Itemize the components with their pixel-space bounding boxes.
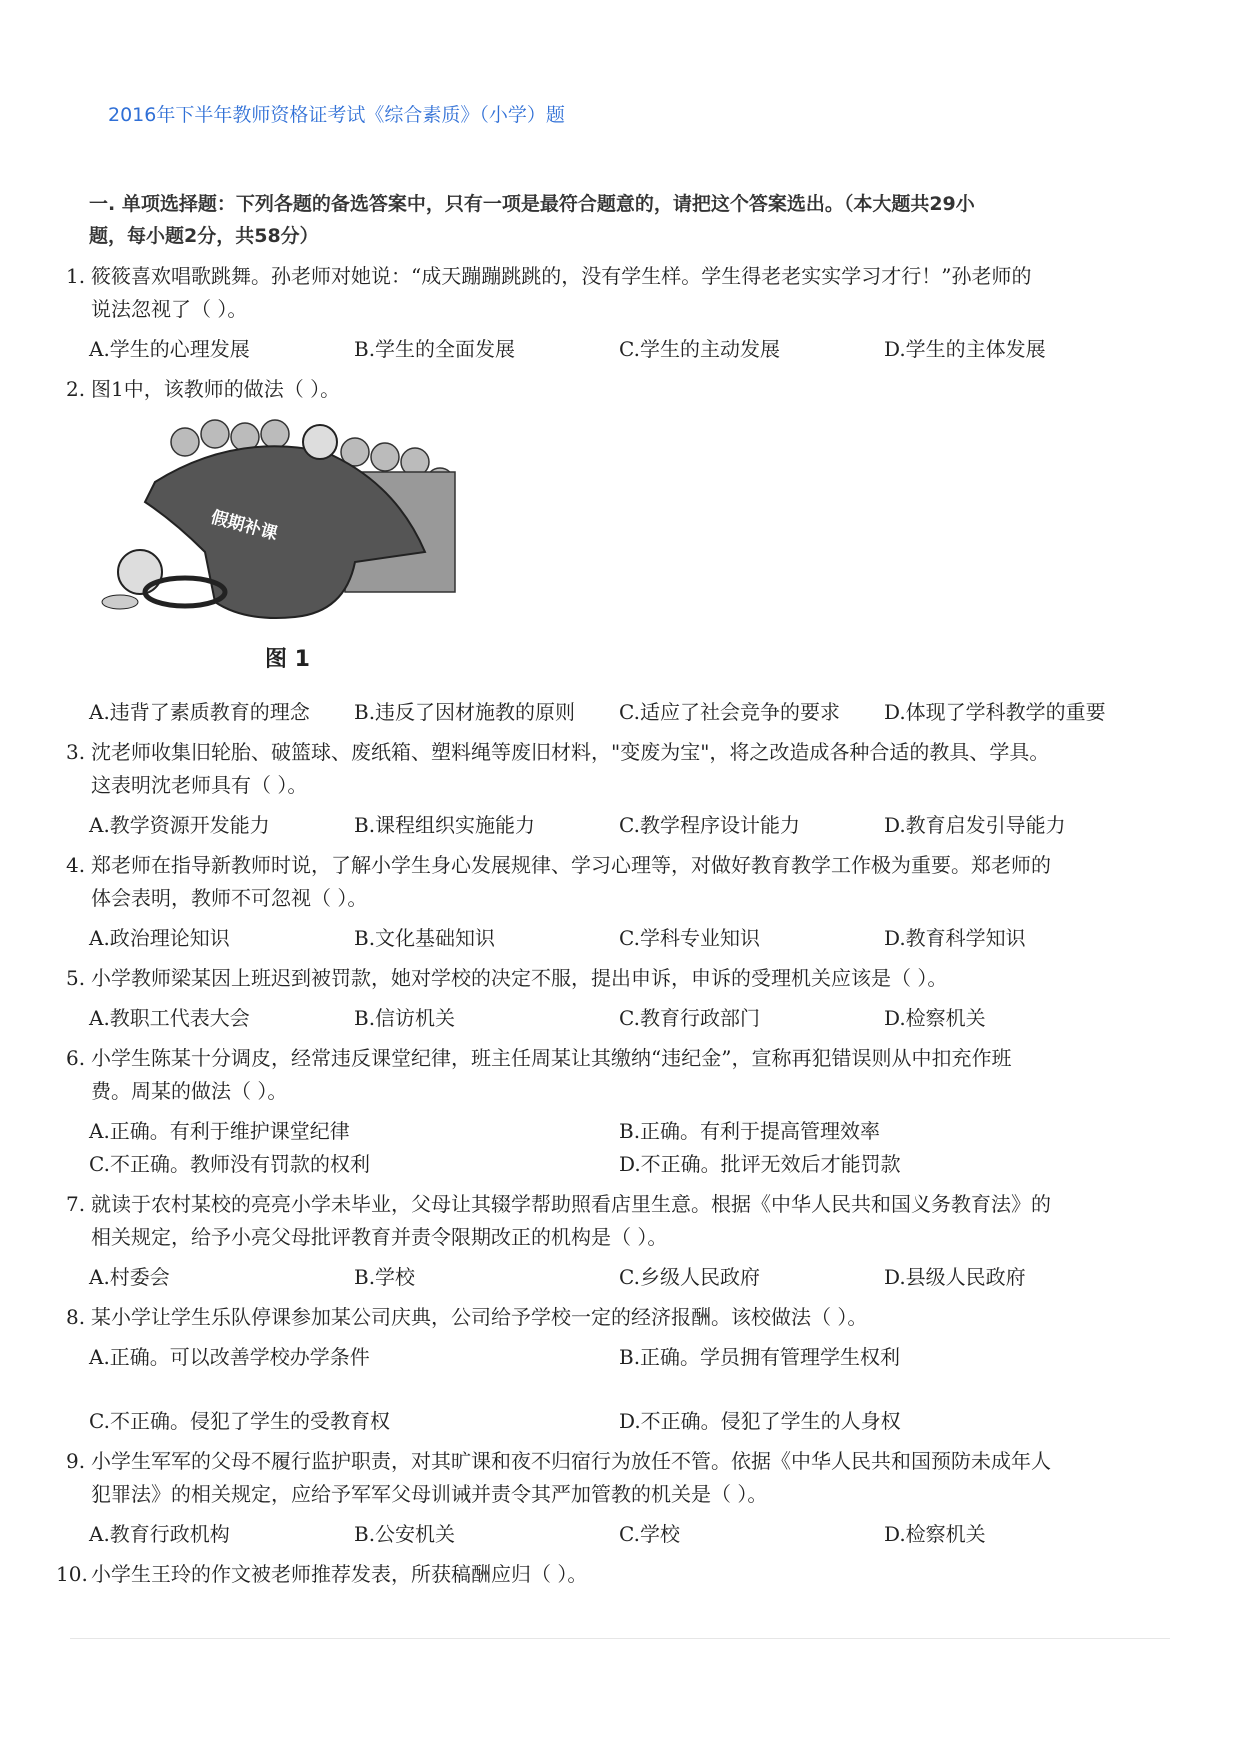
option-b: B.学校 (354, 1265, 416, 1289)
question-number: 5. (66, 966, 86, 990)
option-b: B.正确。有利于提高管理效率 (619, 1119, 881, 1143)
option-c: C.教育行政部门 (619, 1006, 760, 1030)
question-text: 小学生王玲的作文被老师推荐发表，所获稿酬应归（ ）。 (91, 1562, 588, 1586)
question-number: 3. (66, 740, 86, 764)
option-c: C.学校 (619, 1522, 680, 1546)
option-d: D.教育科学知识 (884, 926, 1026, 950)
question-text: 小学生军军的父母不履行监护职责，对其旷课和夜不归宿行为放任不管。依据《中华人民共和国预防未成年人 (91, 1449, 1051, 1473)
option-b: B.违反了因材施教的原则 (354, 700, 576, 724)
question-number: 10. (56, 1562, 88, 1586)
cartoon-figure-image (95, 412, 505, 642)
option-a: A.正确。可以改善学校办学条件 (89, 1345, 370, 1369)
question-text: 筱筱喜欢唱歌跳舞。孙老师对她说：“成天蹦蹦跳跳的，没有学生样。学生得老老实实学习才行！”孙老师的 (91, 264, 1032, 288)
option-c: C.教学程序设计能力 (619, 813, 800, 837)
figure-caption: 图 1 (265, 647, 310, 672)
question-text: 费。周某的做法（ ）。 (91, 1079, 288, 1103)
option-b: B.课程组织实施能力 (354, 813, 536, 837)
option-a: A.学生的心理发展 (89, 337, 250, 361)
question-number: 8. (66, 1305, 86, 1329)
option-b: B.学生的全面发展 (354, 337, 516, 361)
question-number: 1. (66, 264, 86, 288)
option-b: B.信访机关 (354, 1006, 456, 1030)
question-number: 6. (66, 1046, 86, 1070)
option-c: C.学生的主动发展 (619, 337, 780, 361)
question-text: 小学教师梁某因上班迟到被罚款，她对学校的决定不服，提出申诉，申诉的受理机关应该是（ ）。 (91, 966, 948, 990)
section-heading-line1: 一. 单项选择题：下列各题的备选答案中，只有一项是最符合题意的，请把这个答案选出。（本大题共29小 (89, 193, 975, 215)
option-c: C.学科专业知识 (619, 926, 760, 950)
option-a: A.教育行政机构 (89, 1522, 230, 1546)
option-a: A.政治理论知识 (89, 926, 230, 950)
option-c: C.不正确。教师没有罚款的权利 (89, 1152, 370, 1176)
figure-sign-text: 假期补课 (208, 507, 280, 545)
question-text: 犯罪法》的相关规定，应给予军军父母训诫并责令其严加管教的机关是（ ）。 (91, 1482, 768, 1506)
question-text: 相关规定，给予小亮父母批评教育并责令限期改正的机构是（ ）。 (91, 1225, 668, 1249)
question-text: 体会表明，教师不可忽视（ ）。 (91, 886, 368, 910)
option-d: D.体现了学科教学的重要 (884, 700, 1106, 724)
question-number: 4. (66, 853, 86, 877)
option-d: D.县级人民政府 (884, 1265, 1026, 1289)
option-d: D.不正确。批评无效后才能罚款 (619, 1152, 901, 1176)
option-b: B.正确。学员拥有管理学生权利 (619, 1345, 901, 1369)
option-c: C.乡级人民政府 (619, 1265, 760, 1289)
question-text: 说法忽视了（ ）。 (91, 297, 248, 321)
question-number: 9. (66, 1449, 86, 1473)
option-d: D.教育启发引导能力 (884, 813, 1066, 837)
option-a: A.正确。有利于维护课堂纪律 (89, 1119, 350, 1143)
option-a: A.教学资源开发能力 (89, 813, 270, 837)
question-text: 某小学让学生乐队停课参加某公司庆典，公司给予学校一定的经济报酬。该校做法（ ）。 (91, 1305, 868, 1329)
option-c: C.适应了社会竞争的要求 (619, 700, 840, 724)
option-b: B.公安机关 (354, 1522, 456, 1546)
option-d: D.检察机关 (884, 1006, 986, 1030)
option-b: B.文化基础知识 (354, 926, 496, 950)
question-text: 沈老师收集旧轮胎、破篮球、废纸箱、塑料绳等废旧材料，"变废为宝"，将之改造成各种合适的教具、学具。 (91, 740, 1050, 764)
question-text: 郑老师在指导新教师时说，了解小学生身心发展规律、学习心理等，对做好教育教学工作极为重要。郑老师的 (91, 853, 1051, 877)
question-number: 7. (66, 1192, 86, 1216)
option-d: D.学生的主体发展 (884, 337, 1046, 361)
option-a: A.村委会 (89, 1265, 170, 1289)
question-text: 就读于农村某校的亮亮小学未毕业，父母让其辍学帮助照看店里生意。根据《中华人民共和国义务教育法》的 (91, 1192, 1051, 1216)
question-text: 小学生陈某十分调皮，经常违反课堂纪律，班主任周某让其缴纳“违纪金”，宣称再犯错误则从中扣充作班 (91, 1046, 1012, 1070)
option-d: D.检察机关 (884, 1522, 986, 1546)
option-d: D.不正确。侵犯了学生的人身权 (619, 1409, 901, 1433)
section-heading-line2: 题，每小题2分，共58分） (89, 225, 319, 247)
option-a: A.违背了素质教育的理念 (89, 700, 310, 724)
question-number: 2. (66, 377, 86, 401)
question-text: 图1中，该教师的做法（ ）。 (91, 377, 341, 401)
page-divider (70, 1638, 1170, 1639)
document-title: 2016年下半年教师资格证考试《综合素质》（小学）题 (108, 104, 565, 126)
option-c: C.不正确。侵犯了学生的受教育权 (89, 1409, 390, 1433)
question-text: 这表明沈老师具有（ ）。 (91, 773, 308, 797)
option-a: A.教职工代表大会 (89, 1006, 250, 1030)
